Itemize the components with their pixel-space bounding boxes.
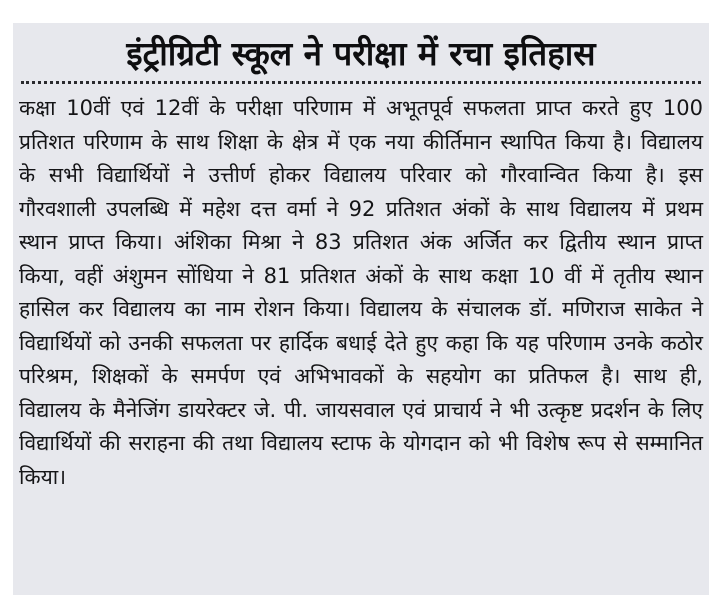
article-body: कक्षा 10वीं एवं 12वीं के परीक्षा परिणाम में अभूतपूर्व सफलता प्राप्त करते हुए 100 प्रतिशत परिणाम के साथ शिक्षा के क्षेत्र में एक नया कीर्तिमान स्थापित किया है। विद्यालय के सभी विद्यार्थियों ने उत्तीर्ण होकर विद्यालय परिवार को गौरवान्वित किया है। इस गौरवशाली उपलब्धि में महेश दत्त वर्मा ने 92 प्रतिशत अंकों के साथ विद्यालय में प्रथम स्थान प्राप्त किया। अंशिका मिश्रा ने 83 प्रतिशत अंक अर्जित कर द्वितीय स्थान प्राप्त किया, वहीं अंशुमन सोंधिया ने 81 प्रतिशत अंकों के साथ कक्षा 10 वीं में तृतीय स्थान हासिल कर विद्यालय का नाम रोशन किया। विद्यालय के संचालक डॉ. मणिराज साकेत ने विद्यार्थियों को उनकी सफलता पर हार्दिक बधाई देते हुए कहा कि यह परिणाम उनके कठोर परिश्रम, शिक्षकों के समर्पण एवं अभिभावकों के सहयोग का प्रतिफल है। साथ ही, विद्यालय के मैनेजिंग डायरेक्टर जे. पी. जायसवाल एवं प्राचार्य ने भी उत्कृष्ट प्रदर्शन के लिए विद्यार्थियों की सराहना की तथा विद्यालय स्टाफ के योगदान को भी विशेष रूप से सम्मानित किया। [19,96,703,489]
dotted-divider [21,81,701,84]
news-clipping [13,23,709,595]
headline: इंट्रीग्रिटी स्कूल ने परीक्षा में रचा इतिहास [126,34,596,73]
